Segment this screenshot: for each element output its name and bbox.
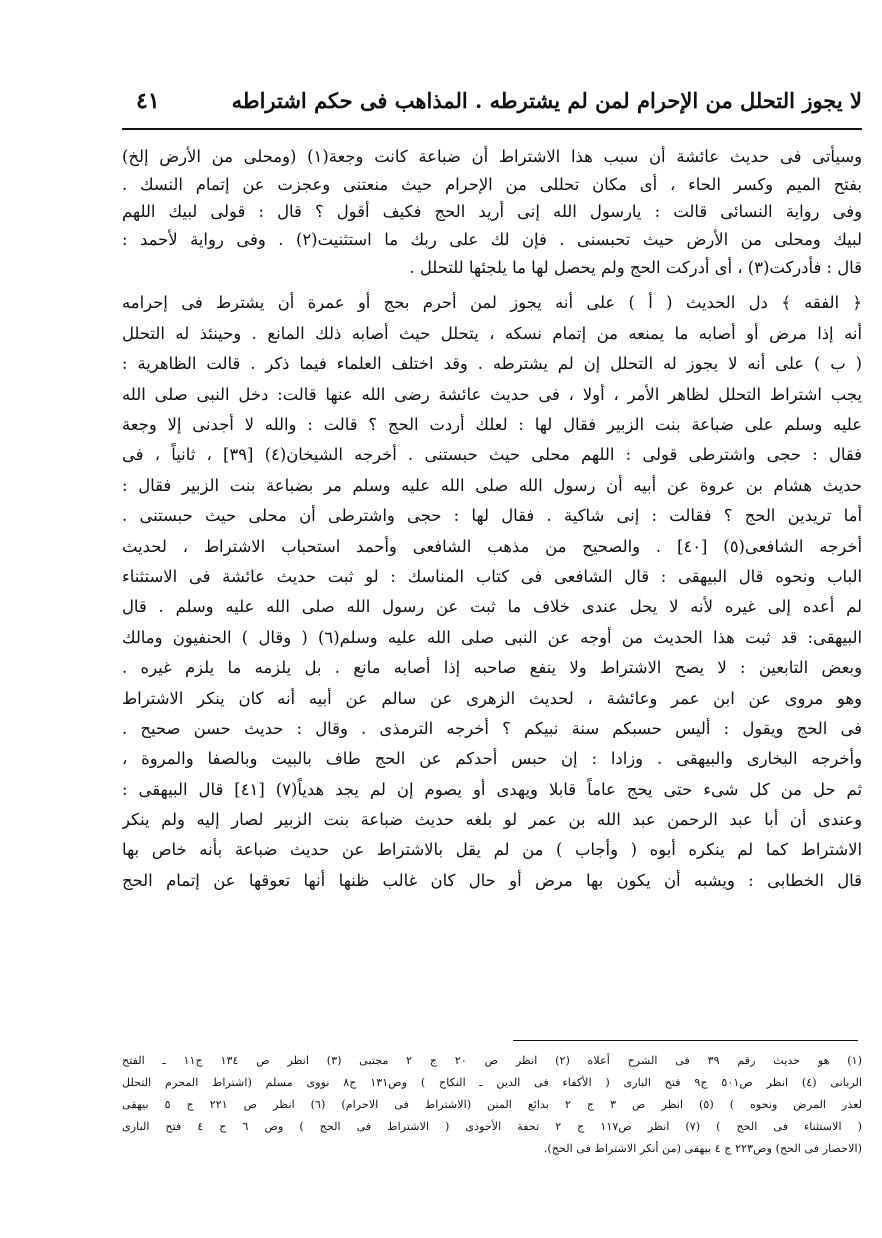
text-line: أما تريدين الحج ؟ فقالت : إنى شاكية . فقال لها : حجى واشترطى أن محلى حيث حبستنى . — [122, 506, 862, 526]
header-title: لا يجوز التحلل من الإحرام لمن لم يشترطه . المذاهب فى حكم اشتراطه — [231, 88, 862, 113]
footnotes — [122, 1050, 862, 1160]
text-line: وأخرجه البخارى والبيهقى . وزادا : إن حبس أحدكم عن الحج طاف بالبيت وبالصفا والمروة ، — [122, 749, 862, 769]
text-line: ( ب ) على أنه لا يجوز له التحلل إن لم يشترطه . وقد اختلف العلماء فيما ذكر . قالت الظاهرية : — [122, 354, 862, 374]
paragraph-gap — [122, 280, 862, 288]
text-line: وهو مروى عن ابن عمر وعائشة ، لحديث الزهرى عن سالم عن أبيه أنه كان ينكر الاشتراط — [122, 688, 862, 708]
text-line: لم أعده إلى غيره لأنه لا يحل عندى خلاف ما ثبت عن رسول الله صلى الله عليه وسلم . قال — [122, 597, 862, 617]
text-line: وسيأتى فى حديث عائشة أن سبب هذا الاشتراط أن ضباعة كانت وجعة(١) (ومحلى من الأرض إلخ) — [122, 147, 862, 166]
header-divider — [122, 128, 862, 130]
text-line: قال الخطابى : ويشبه أن يكون بها مرض أو حال كان غالب ظنها أنها تعوقها عن إتمام الحج — [122, 870, 862, 890]
running-header — [122, 88, 862, 124]
text-line: ﴿ الفقه ﴾ دل الحديث ( أ ) على أنه يجوز لمن أحرم بحج أو عمرة أن يشترط فى إحرامه — [122, 293, 862, 313]
text-line: البيهقى: قد ثبت هذا الحديث من أوجه عن النبى صلى الله عليه وسلم(٦) ( وقال ) الحنفيون ومالك — [122, 627, 862, 647]
main-text — [122, 142, 862, 896]
page-number: ٤١ — [136, 88, 160, 114]
text-line: أنه إذا مرض أو أصابه ما يمنعه من إتمام نسكه ، يتحلل حيث أصابه ذلك المانع . وحينئذ له التحلل — [122, 323, 862, 343]
text-line: أخرجه الشافعى(٥) [٤٠] . والصحيح من مذهب الشافعى وأحمد استحباب الاشتراط ، لحديث — [122, 536, 862, 556]
footnote-line: ( الاستثناء فى الحج ) (٧) انظر ص١١٧ ج ٢ تحفة الأحوذى ( الاشتراط فى الحج ) وص ٦ ج ٤ فتح البارى — [122, 1120, 862, 1133]
text-line: حديث هشام بن عروة عن أبيه أن رسول الله صلى الله عليه وسلم مر بضباعة بنت الزبير فقال : — [122, 475, 862, 495]
text-line: الاشتراط كما لم ينكره أبوه ( وأجاب ) من لم يقل بالاشتراط عن حديث ضباعة بأنه خاص بها — [122, 840, 862, 860]
footnote-line: (الاحصار فى الحج) وص٢٢٣ ج ٤ بيهقى (من أنكر الاشتراط فى الحج). — [543, 1142, 862, 1155]
footnote-divider — [513, 1040, 858, 1041]
text-line: وبعض التابعين : لا يصح الاشتراط ولا ينفع صاحبه إذا أصابه مانع . بل يلزمه ما يلزم غيره . — [122, 658, 862, 678]
text-line: فى الحج ويقول : أليس حسبكم سنة نبيكم ؟ أخرجه الترمذى . وقال : حديث حسن صحيح . — [122, 718, 862, 738]
text-line: وعندى أن أبا عبد الرحمن عبد الله بن عمر لو بلغه حديث ضباعة بنت الزبير لصار إليه ولم ينكر — [122, 810, 862, 830]
intro-paragraph — [122, 142, 862, 280]
text-line: يجب اشتراط التحلل لظاهر الأمر ، أولا ، فى حديث عائشة رضى الله عنها قالت: دخل النبى صلى الله — [122, 384, 862, 404]
text-line: لبيك ومحلى من الأرض حيث تحبسنى . فإن لك على ربك ما استثنيت(٢) . وفى رواية لأحمد : — [122, 230, 862, 250]
text-line: الباب ونحوه قال البيهقى : قال الشافعى فى كتاب المناسك : لو ثبت حديث عائشة فى الاستثناء — [122, 566, 862, 586]
text-line: ثم حل من كل شىء حتى يحج عاماً قابلا ويهدى أو يصوم إن لم يجد هدياً(٧) [٤١] قال البيهقى : — [122, 779, 862, 799]
text-line: عليه وسلم على ضباعة بنت الزبير فقال لها : لعلك أردت الحج ؟ قالت : والله لا أجدنى إلا وجعة — [122, 415, 862, 434]
footnote-line: لعذر المرض ونحوه ) (٥) انظر ص ٣ ج ٢ بدائع المنن (الاشتراط فى الاحرام) (٦) انظر ص ٢٢١ ج ٥ بيهقى — [122, 1098, 862, 1111]
text-line: فقال : حجى واشترطى قولى : اللهم محلى حيث حبستنى . أخرجه الشيخان(٤) [٣٩] ، ثانياً ، فى — [122, 445, 862, 465]
footnote-line: الربانى (٤) انظر ص٥٠١ ج٩ فتح البارى ( الأكفاء فى الدين ـ النكاح ) وص١٣١ ج٨ نووى مسلم (اشتراط المحرم التحلل — [122, 1076, 862, 1089]
text-line: وفى رواية النسائى قالت : يارسول الله إنى أريد الحج فكيف أقول ؟ قال : قولى لبيك اللهم — [122, 202, 862, 222]
fiqh-paragraph — [122, 288, 862, 896]
text-line: قال : فأدركت(٣) ، أى أدركت الحج ولم يحصل لها ما يلجئها للتحلل . — [409, 257, 862, 277]
text-line: بفتح الميم وكسر الحاء ، أى مكان تحللى من الإحرام حيث منعتنى وعجزت عن إتمام النسك . — [122, 174, 862, 194]
footnote-line: (١) هو حديث رقم ٣٩ فى الشرح أعلاه (٢) انظر ص ٢٠ ج ٢ مجتبى (٣) انظر ص ١٣٤ ج١١ ـ الفتح — [122, 1054, 862, 1067]
